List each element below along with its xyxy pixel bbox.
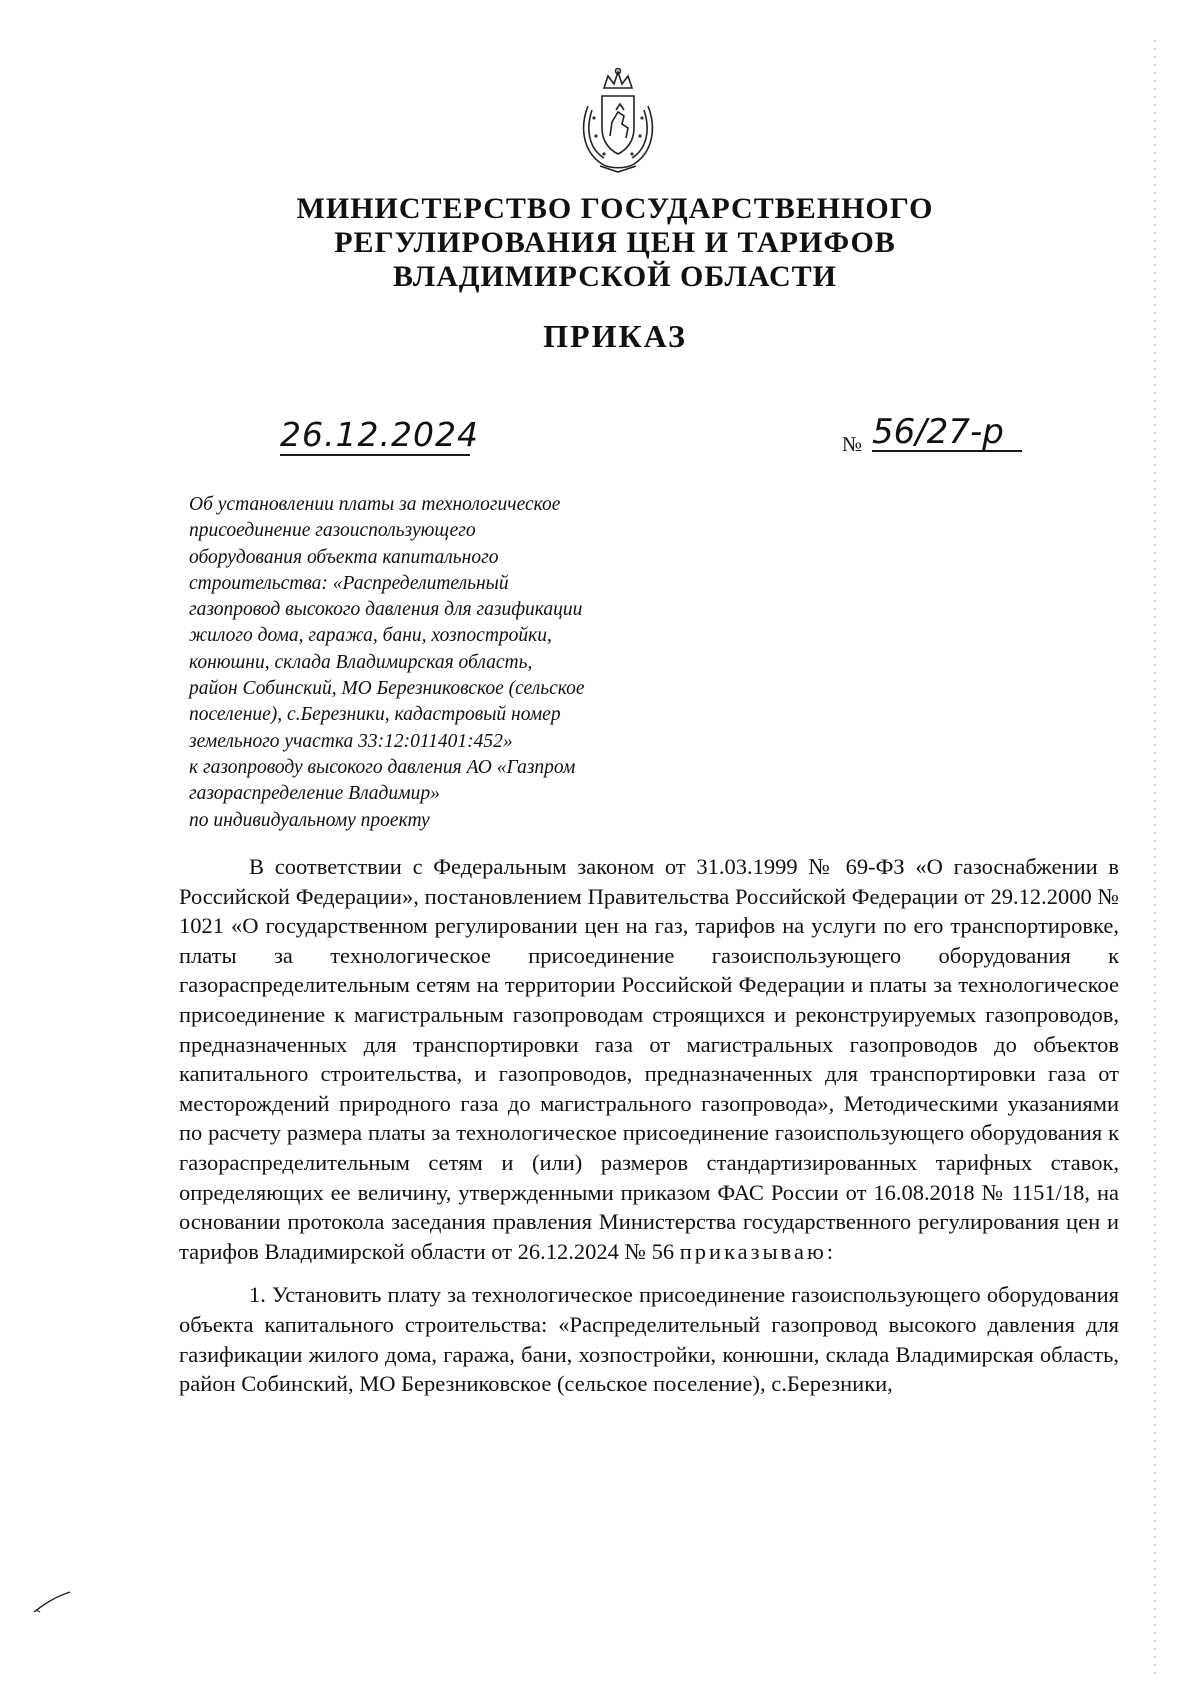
signature-stroke-icon bbox=[32, 1590, 72, 1614]
handwritten-order-number: 56/27-р bbox=[872, 414, 1022, 452]
item-1-paragraph: 1. Установить плату за технологическое присоединение газоиспользующего оборудования объекта капитального строительства: «Распределительный газопровод высокого давления для газификации жилого дома, гаража, бани, хозпостройки, конюшни, склада Владимирская область, район Собинский, МО Березниковское (сельское поселение), с.Березники, bbox=[179, 1282, 1119, 1397]
subject-line: газораспределение Владимир» bbox=[189, 783, 440, 805]
subject-line: оборудования объекта капитального bbox=[189, 546, 499, 568]
subject-line: по индивидуальному проекту bbox=[189, 809, 430, 831]
ministry-line: МИНИСТЕРСТВО ГОСУДАРСТВЕННОГО bbox=[296, 192, 934, 225]
handwritten-date: 26.12.2024 bbox=[280, 415, 479, 454]
number-label: № bbox=[842, 432, 863, 456]
subject-line: жилого дома, гаража, бани, хозпостройки, bbox=[189, 625, 552, 647]
subject-line: строительства: «Распределительный bbox=[189, 572, 509, 594]
order-subject bbox=[189, 492, 709, 834]
subject-line: присоединение газоиспользующего bbox=[189, 520, 476, 542]
preamble-text: В соответствии с Федеральным законом от 31.03.1999 № 69-ФЗ «О газоснабжении в Российской Федерации», постановлением Правительства Российской Федерации от 29.12.2000 № 1021 «О государственном регулировании цен на газ, тарифов на услуги по его транспортировке, платы за технологическое присоединение газоиспользующего оборудования к газораспределительным сетям на территории Российской Федерации и платы за технологическое присоединение к магистральным газопроводам строящихся и реконструируемых газопроводов, предназначенных для транспортировки газа от магистральных газопроводов до объектов капитального строительства, и газопроводов, предназначенных для транспортировки газа от месторождений природного газа до магистрального газопровода», Методическими указаниями по расчету размера платы за технологическое присоединение газоиспользующего оборудования к газораспределительным сетям и (или) размеров стандартизированных тарифных ставок, определяющих ее величину, утвержденными приказом ФАС России от 16.08.2018 № 1151/18, на основании протокола заседания правления Министерства государственного регулирования цен и тарифов Владимирской области от 26.12.2024 № 56 bbox=[179, 854, 1119, 1264]
scan-edge-marks bbox=[1150, 40, 1160, 1680]
order-body bbox=[179, 852, 1119, 1399]
order-word: приказываю: bbox=[679, 1238, 837, 1264]
subject-line: Об установлении платы за технологическое bbox=[189, 494, 561, 515]
subject-line: газопровод высокого давления для газификации bbox=[189, 599, 583, 621]
document-type-title: ПРИКАЗ bbox=[543, 318, 687, 354]
subject-line: к газопроводу высокого давления АО «Газпром bbox=[189, 756, 576, 778]
ministry-line: РЕГУЛИРОВАНИЯ ЦЕН И ТАРИФОВ bbox=[334, 226, 896, 259]
coat-of-arms-emblem-icon bbox=[574, 66, 662, 176]
preamble-paragraph bbox=[179, 852, 1119, 1266]
subject-line: поселение), с.Березники, кадастровый номер bbox=[189, 704, 561, 726]
subject-line: конюшни, склада Владимирская область, bbox=[189, 651, 533, 673]
ministry-name bbox=[250, 192, 980, 294]
subject-line: земельного участка 33:12:011401:452» bbox=[189, 730, 513, 752]
subject-line: район Собинский, МО Березниковское (сельское bbox=[189, 678, 585, 700]
ministry-line: ВЛАДИМИРСКОЙ ОБЛАСТИ bbox=[393, 260, 837, 293]
